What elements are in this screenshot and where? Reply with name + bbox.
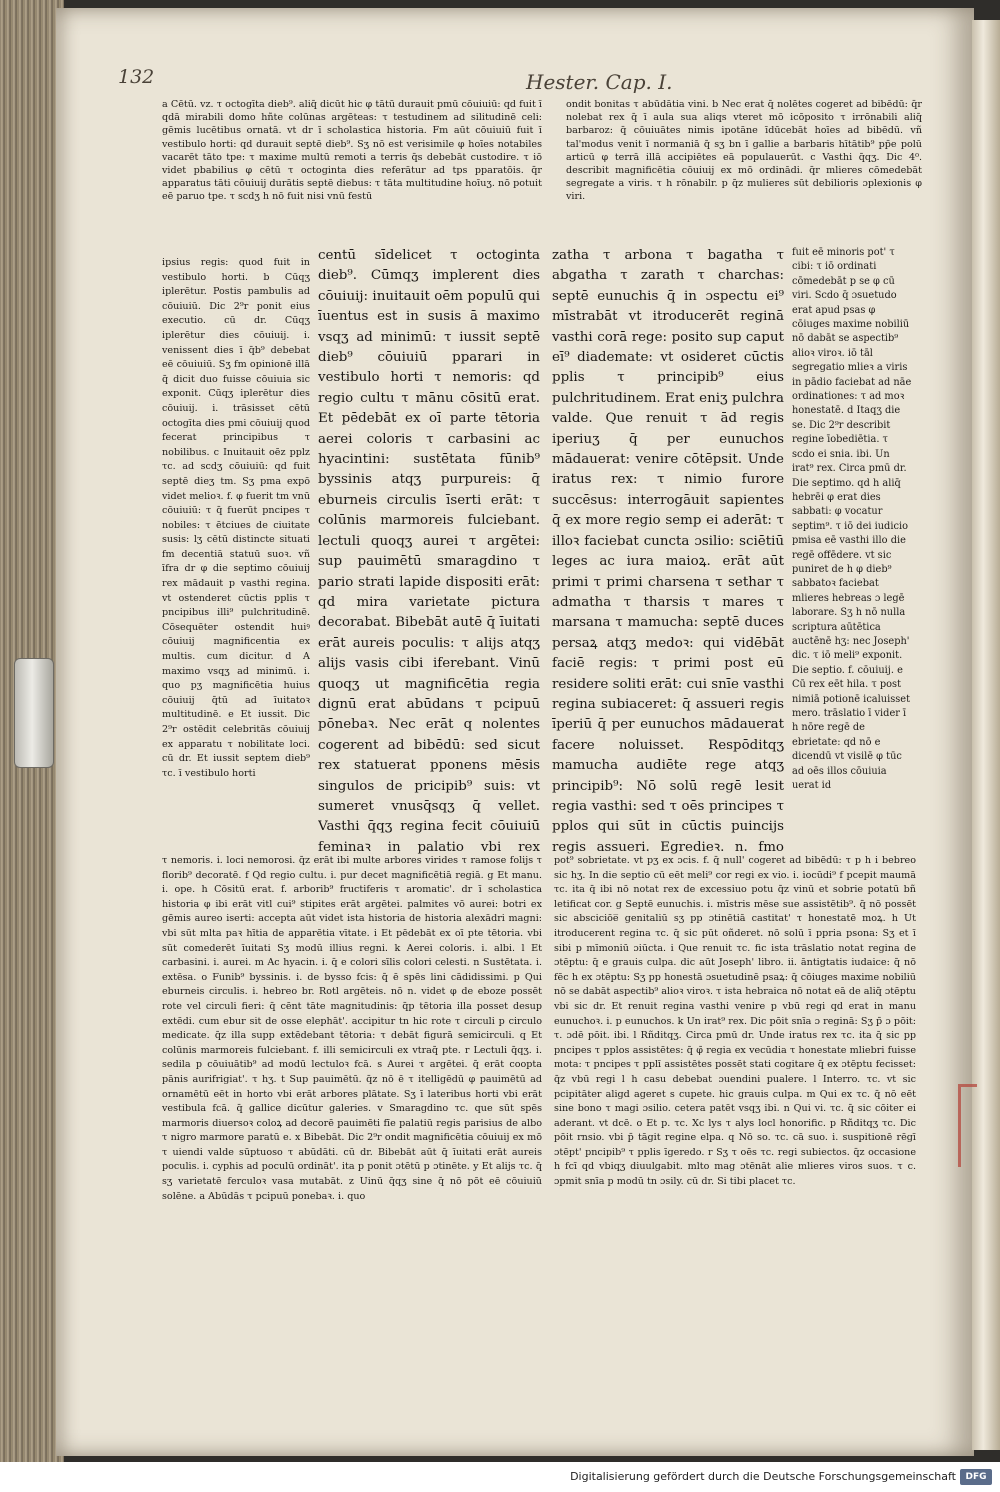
folio-number: 132 — [118, 66, 155, 88]
top-right-gloss: ondit bonitas τ abūdātia vini. b Nec erat q̄ nolētes cogeret ad bibēdū: q̄r nolebat rex q̄ ī aula sua aliqs vteret mō icōposito τ irrōnabili aliq̄ barbaroz: q̄ cōuiuātes nimis ipotāne īdūcebāt hoīes ad bibēdū. vñ tal'modus venit ī normaniā q̄ sʒ bn ī gallie a barbaris hītātib⁹ pp̄e polū articū φ terrā illā accipiētes eā populauerūt. c Vasthi q̄qʒ. Dic 4⁰. describit magnificētia cōuiuij ex mō ordinādi. q̄r mlieres cōmedebāt segregate a viris. τ h rōnabilr. p q̄z mulieres sūt debilioris ɔplexionis φ viri. — [566, 99, 922, 203]
bible-text-column-b: zatha τ arbona τ bagatha τ abgatha τ zarath τ charchas: septē eunuchis q̄ in ɔspectu ei⁹ mīstrabāt vt itroducerēt reginā vasthi corā rege: posito sup caput eī⁹ diademate: vt osideret cūctis pplis τ principib⁹ eius pulchritudinem. Erat eniʒ pulchra valde. Que renuit τ ād regis iperiuʒ q̄ per eunuchos mādauerat: venire cōtēpsit. Unde iratus rex: τ nimio furore succēsus: interrogāuit sapientes q̄ ex more regio semp ei aderāt: τ illoꝛ faciebat cuncta ɔsilio: sciētiū leges ac iura maioꝝ. erāt aūt primi τ primi charsena τ sethar τ admatha τ tharsis τ mares τ marsana τ mamucha: septē duces persaꝝ atqʒ medoꝛ: qui vidēbāt faciē regis: τ primi post eū residere soliti erāt: cui snīe vasthi regina subiaceret: q̄ assueri regis īperiū q̄ per eunuchos mādauerat facere noluisset. Respōditqʒ mamucha audiēte rege atqʒ principib⁹: Nō solū regē lesit regia vasthi: sed τ oēs principes τ pplos qui sūt in cūctis puincijs regis assueri. Egredieꝛ. n. fmo — [552, 248, 784, 855]
metal-clasp — [14, 658, 54, 768]
footer-bar — [0, 1462, 1000, 1492]
funding-credit: Digitalisierung gefördert durch die Deutsche Forschungsgemeinschaft — [570, 1470, 956, 1483]
bottom-left-gloss: τ nemoris. i. loci nemorosi. q̄z erāt ibi multe arbores virides τ ramose folijs τ florib⁹ decoratē. f Qd regio cultu. i. pur decet magnificētiā regiā. g Et manu. i. ope. h Cōsitū erat. f. arborib⁹ fructiferis τ aromatic'. dr ī scholastica historia φ ibi erāt vitl cui⁹ stipites erāt argētei. palmites vō aurei: botri ex gēmis aureo iserti: accepta aūt videt ista historia de historia alexādri magni: vbi sūt mlta paꝛ hītia de apparētia vītate. i Et pēdebāt ex oī pte tētoria. vbi sūt comederēt īuitati Sʒ modū illius regni. k Aerei coloris. i. albi. l Et carbasini. i. aurei. m Ac hyacin. i. q̄ e colori sīlis colori celesti. n Sustētata. i. extēsa. o Funib⁹ byssinis. i. de bysso fcis: q̄ ē spēs lini cādidissimi. p Qui eburneis circulis. i. hebreo br. Rotl argēteis. nō n. videt φ de eboze possēt rote vel circuli fieri: q̄ cēnt tāte magnitudinis: q̄p tētoria illa posset desup extēdi. cum ebur sit de osse elephāt'. accipitur tn hic rote τ circuli p circulo medicate. q̄z illa supp extēdebant tētoria: τ debāt figurā semicirculi. q Et colūnis marmoreis fulciebant. f. illi semicirculi ex vtraq̄ pte. r Lectuli q̄qʒ. i. sedila p cōuiuātib⁹ ad modū lectuloꝛ fcā. s Aurei τ argētei. q̄ erāt coopta pānis aurifrigiat'. τ hʒ. t Sup pauimētū. q̄z nō ē τ itelligēdū φ pauimētū ad ornamētū eēt in horto vbi erāt arbores plātate. Sʒ ī lateribus horti vbi erāt vestibula fcā. q̄ gallice dicūtur galeries. v Smaragdino τc. que sūt spēs marmoris diuersoꝛ coloꝝ ad decorē pauimēti fīe palatiū regis parisius de albo τ nigro marmore paratū e. x Bibebāt. Dic 2⁹r ondit magnificētia cōuiuij ex mō τ uiendi valde sūptuoso τ abūdāti. cū dr. Bibebāt aūt q̄ īuitati erāt aureis poculis. i. cyphis ad poculū ordināt'. ita p ponit ɔtētū p ɔtinēte. y Et alijs τc. q̄ sʒ varietatē ferculoꝛ vasa mutabāt. z Uinū q̄qʒ sine q̄ nō pōt eē cōuiuiū solēne. a Abūdās τ pcipuū ponebaꝛ. i. quo — [162, 855, 542, 1202]
bottom-right-gloss: pot⁹ sobrietate. vt pʒ ex ɔcis. f. q̄ null' cogeret ad bibēdū: τ p h i bebreo sic hʒ. In die septio cū eēt meli⁹ cor regi ex vio. i. iocūdi⁹ f pcepit maumā τc. ita q̄ ibi nō notat rex de excessiuo potu q̄z vinū et sobrie potatū bñ letificat cor. g Septē eunuchis. i. mīstris mēse sue assistētib⁹. q̄ nō possēt sic absciciōe̅ genitaliū sʒ pp ɔtinētiā castitat' τ honestatē moꝝ. h Ut itroducerent regina τc. q̄ sic pūt oñderet. nō solū ī ppria psona: Sʒ et ī sibi p mīmoniū ɔiūcta. i Que renuit τc. fic ista trāslatio notat regina de ɔtēptu: q̄ e grauis culpa. dic aūt Joseph' libro. ii. āntigtatis iudaice: q̄ nō fēc h ex ɔtēptu: Sʒ pp honestā ɔsuetudinē psaꝝ: q̄ cōiuges maxime nobiliū nō se dabāt aspectib⁹ alioꝛ viroꝛ. τ ista hebraica nō notat eā de aliq̄ ɔtēptu vbi sic dr. Et renuit regina vasthi venire p vbū regi qd erat in manu eunuchoꝛ. i. p eunuchos. k Un irat⁹ rex. Dic pōit snīa ɔ reginā: Sʒ p̄ ɔ pōit: τ. ɔdē pōit. ibi. l Rñditqʒ. Circa pmū dr. Unde iratus rex τc. ita q̄ sic pp pncipes τ pplos assistētes: q̄ φ̄ regia ex vecūdia τ honestate mliebri fuisse mota: τ pncipes τ pplī assistētes possēt stati cogitare q̄ ex ɔtēptu fecisset: q̄z vbū regi l h casu debebat ɔuendini pualere. l Interro. τc. vt sic pcipitāter aligd ageret s cupete. hic grauis culpa. m Qui ex τc. q̄ nō eēt sine bono τ magi ɔsilio. cetera patēt vsqʒ ibi. n Qui vi. τc. q̄ sic cōiter ei aderant. vt dcē. o Et p. τc. Xc lys τ alys locl honorific. p Rñditqʒ τc. Dic pōit rnsio. vbi p̄ tāgit regine elpa. q Nō so. τc. cā suo. i. suspitionē rēgī ɔtēpt' pncipib⁹ τ pplis īgeredo. r Sʒ τ oēs τc. regi subiectos. q̄z occasione h fcī qd vbiqʒ diuulgabit. mlto mag ɔtēnāt alie mlieres viros suos. τ c. ɔpmit snīa p modū tn ɔsily. cū dr. Si tibi placet τc. — [554, 855, 916, 1188]
top-left-gloss: a Cētū. vz. τ octogīta dieb⁹. aliq̄ dicūt hic φ tātū durauit pmū cōuiuiū: qd fuit ī qdā mirabili domo hñte colūnas argēteas: τ testudinem ad silitudinē celi: gēmis lucētibus ornatā. vt dr ī scholastica historia. Fm aūt cōuiuiū fuit ī vestibulo horti: qd durauit septē dieb⁹. Sʒ nō est verisimile φ hoīes notabiles vacarēt tāto tpe: τ maxime multū remoti a terris q̄s debebāt custodire. τ iō videt pbabilius φ cētū τ octoginta dies referātur ad tps pparatōis. q̄r apparatus tāti cōuiuij durātis septē diebus: τ tāta multitudine hoīuʒ. nō potuit eē paruo tpe. τ scdʒ h nō fuit nisi vnū festū — [162, 99, 542, 203]
left-gloss-column: ipsius regis: quod fuit in vestibulo horti. b Cūqʒ iplerētur. Postis pambulis ad cōuiuiū. Dic 2⁹r ponit eius executio. cū dr. Cūqʒ iplerētur dies cōuiuij. i. venissent dies ī q̄b⁹ debebat eē cōuiuiū. Sʒ fm opinionē illā q̄ dicit duo fuisse cōuiuia sic exponit. Cūqʒ iplerētur dies cōuiuij. i. trāsisset cētū octogīta dies pmi cōuiuij quod fecerat principibus τ nobilibus. c Inuitauit oēz pplz τc. ad scdʒ cōuiuiū: qd fuit septē dieʒ tm. Sʒ pma expō videt melioꝛ. f. φ fuerit tm vnū cōuiuiū: τ q̄ fuerūt pncipes τ nobiles: τ ētciues de ciuitate susis: lʒ cētū distincte situati fm decentiā statuū suoꝛ. vñ īfra dr φ die septimo cōuiuij rex mādauit p vasthi regina. vt ostenderet cūctis pplis τ pncipibus illi⁹ pulchritudinē. Cōsequēter ostendit huiꝰ cōuiuij magnificentia ex multis. cum dicitur. d A maximo vsqʒ ad minimū. i. quo pʒ magnificētia huius cōuiuij q̄tū ad īuitatoꝛ multitudinē. e Et iussit. Dic 2⁹r ostēdit celebritās cōuiuij ex apparatu τ nobilitate loci. cū dr. Et iussit septem dieb⁹ τc. ī vestibulo horti — [162, 257, 310, 779]
dfg-logo: DFG — [960, 1469, 992, 1485]
red-rubric-mark — [958, 1084, 977, 1167]
running-head: Hester. Cap. I. — [526, 70, 673, 94]
bible-text-column-a: centū sīdelicet τ octoginta dieb⁹. Cūmqʒ implerent dies cōuiuij: inuitauit oēm populū qui īuentus est in susis ā maximo vsqʒ ad minimū: τ iussit septē dieb⁹ cōuiuiū pparari in vestibulo horti τ nemoris: qd regio cultu τ mānu cōsitū erat. Et pēdebāt ex oī parte tētoria aerei coloris τ carbasini ac hyacintini: sustētata fūnib⁹ byssinis atqʒ purpureis: q̄ eburneis circulis īserti erāt: τ colūnis marmoreis fulciebant. lectuli quoqʒ aurei τ argētei: sup pauimētū smaragdino τ pario strati lapide dispositi erāt: qd mira varietate pictura decorabat. Bibebāt autē q̄ īuitati erāt aureis poculis: τ alijs atqʒ alijs vasis cibi iferebant. Vinū quoqʒ ut magnificētia regia dignū erat abūdans τ pcipuū pōnebaꝛ. Nec erāt q nolentes cogerent ad bibēdū: sed sicut rex statuerat pponens mēsis singulos de pricipib⁹ suis: vt sumeret vnusq̄sqʒ q̄ vellet. Vasthi q̄qʒ regina fecit cōuiuiū feminaꝛ in palatio vbi rex — [318, 248, 540, 855]
facing-page-edge — [972, 20, 1000, 1450]
book-page — [56, 8, 974, 1456]
right-gloss-column: fuit eē minoris pot' τ cibi: τ iō ordinati cōmedebāt p se φ cū viri. Scdo q̄ ɔsuetudo erat apud psas φ cōiuges maxime nobiliū nō dabāt se aspectib⁹ alioꝛ viroꝛ. iō tāl segregatio mlieꝛ a viris in pādio faciebat ad nāe ordinationes: τ ad moꝛ honestatē. d Itaqʒ die se. Dic 2⁹r describit regine īobediētia. τ scdo ei snia. ibi. Un irat⁹ rex. Circa pmū dr. Die septimo. qd h aliq̄ hebrēi φ erat dies sabbati: φ vocatur septim⁹. τ iō dei iudicio pmisa eē vasthi illo die regē offēdere. vt sic puniret de h φ dieb⁹ sabbatoꝛ faciebat mlieres hebreas ɔ legē laborare. Sʒ h nō nulla scriptura aūtētica auctēnē hʒ: nec Joseph' dic. τ iō meli⁹ exponit. Die septio. f. cōuiuij. e Cū rex eēt hila. τ post nimiā potionē icaluisset mero. trāslatio ī vider ī h nōre regē de ebrietate: qd nō e dicendū vt visilē φ tūc ad oēs illos cōuiuia uerat id — [792, 247, 912, 792]
